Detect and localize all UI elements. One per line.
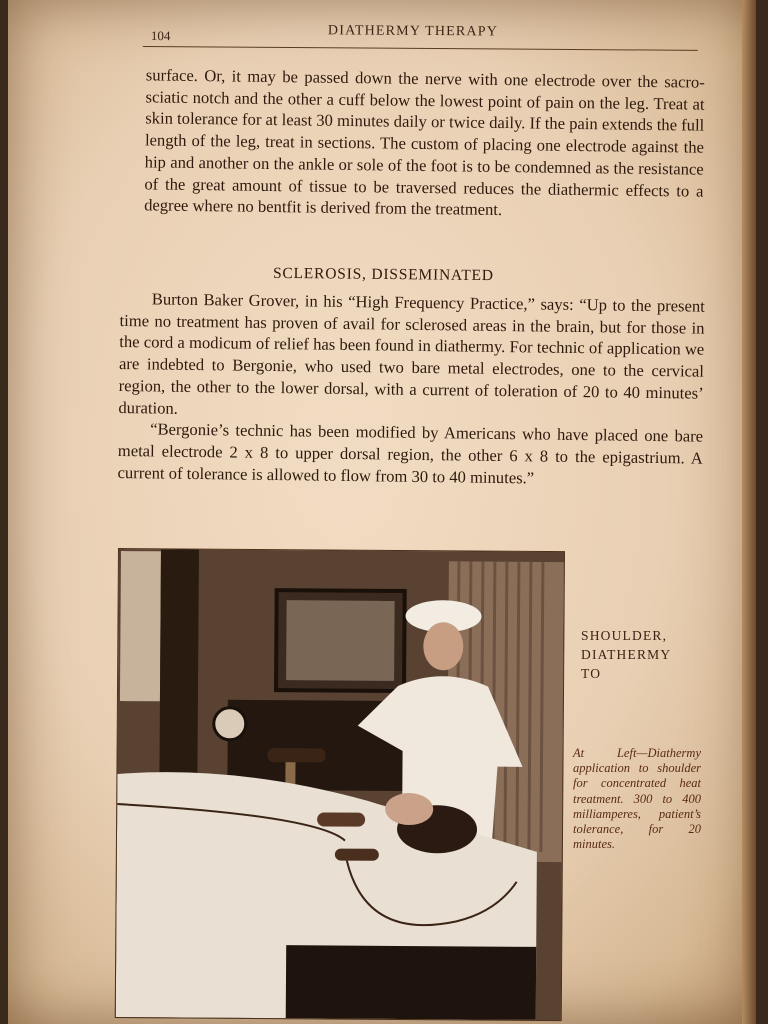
paragraph-top (118, 64, 705, 224)
photo-door-frame (159, 549, 199, 789)
section-paragraph-1: Burton Baker Grover, in his “High Frequency Practice,” says: “Up to the present time no treatment has proven of avail for sclerosed areas in the brain, but for those in the cord a modicum of relief has been found in diathermy. For technic of application we are indebted to Bergonie, who used two bare metal electrodes, one to the cervical region, the other to the lower dorsal, with a current of toleration of 20 to 40 minutes’ duration. (118, 289, 705, 418)
figure-caption-body: At Left—Diathermy application to shoulder for concentrated heat treatment. 300 to 400 milliamperes, patient’s tolerance, for 20 minutes. (573, 746, 701, 852)
photo-glass-pane (286, 600, 395, 681)
photo-nurse-face (423, 622, 463, 670)
section-paragraph-2: “Bergonie’s technic has been modified by Americans who have placed one bare metal electrode 2 x 8 to upper dorsal region, the other 6 x 8 to the epigastrium. A current of tolerance is allowed to flow from 30 to 40 minutes.” (117, 419, 704, 488)
photo-illustration (116, 549, 564, 1020)
treatment-photograph (115, 548, 565, 1021)
paragraph-text: surface. Or, it may be passed down the nerve with one electrode over the sacro-sciatic notch and the other a cuff below the lowest point of pain on the leg. Treat at skin tolerance for at least 30 minutes daily or twice daily. If the pain extends the full length of the leg, treat in sections. The custom of placing one electrode against the hip and another on the ankle or sole of the foot is to be condemned as the resistance of the great amount of tissue to be traversed reduces the diathermic effects to a degree where no bentfit is derived from the treatment. (144, 65, 705, 220)
running-head: DIATHERMY THERAPY (327, 23, 499, 40)
figure-caption-title: SHOULDER, DIATHERMY TO (581, 628, 672, 681)
photo-meter-dial (214, 708, 246, 740)
page-edge (742, 0, 756, 1024)
page-header (143, 20, 698, 51)
book-page (8, 0, 756, 1024)
photo-electrode-pad-2 (335, 849, 379, 861)
page-number: 104 (150, 28, 171, 44)
photo-electrode-pad (317, 812, 365, 826)
section-body (117, 288, 705, 491)
photo-electrode-knobs (268, 748, 326, 762)
photo-floor-shadow (286, 945, 537, 1020)
section-heading: SCLEROSIS, DISSEMINATED (272, 264, 494, 285)
photo-window (120, 551, 161, 701)
